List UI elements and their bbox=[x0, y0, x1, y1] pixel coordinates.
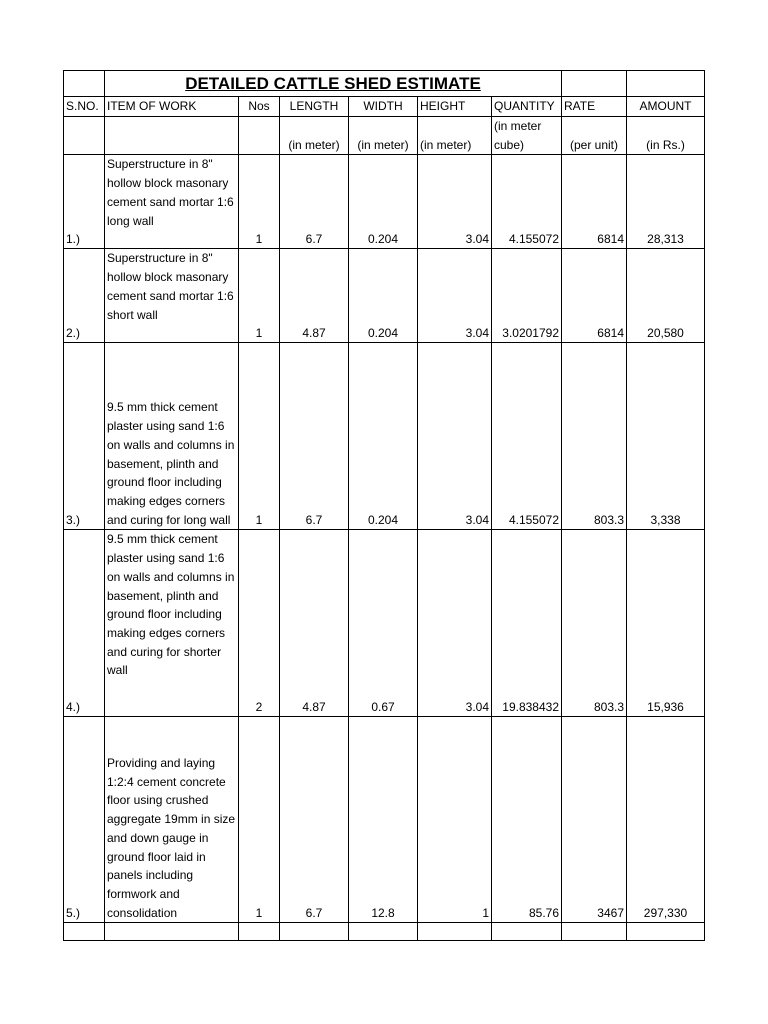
header-length: LENGTH bbox=[280, 97, 349, 117]
row-height: 3.04 bbox=[418, 249, 492, 343]
title-row bbox=[64, 71, 705, 97]
row-width: 0.204 bbox=[349, 155, 418, 249]
row-length: 4.87 bbox=[280, 530, 349, 717]
unit-quantity-line1: (in meter bbox=[494, 119, 542, 133]
row-quantity: 4.155072 bbox=[492, 343, 562, 530]
row-item: 9.5 mm thick cement plaster using sand 1:6 on walls and columns in basement, plinth and ground floor including making edges corners and curing for long wall bbox=[105, 343, 239, 530]
row-nos: 1 bbox=[239, 717, 280, 923]
row-amount: 297,330 bbox=[627, 717, 705, 923]
header-item: ITEM OF WORK bbox=[105, 97, 239, 117]
estimate-sheet bbox=[63, 70, 705, 941]
unit-quantity-line2: cube) bbox=[494, 137, 525, 152]
row-quantity: 19.838432 bbox=[492, 530, 562, 717]
row-length: 4.87 bbox=[280, 249, 349, 343]
units-row bbox=[64, 117, 705, 155]
header-nos: Nos bbox=[239, 97, 280, 117]
row-rate: 803.3 bbox=[562, 343, 627, 530]
row-nos: 1 bbox=[239, 249, 280, 343]
empty-row bbox=[64, 923, 705, 941]
table-row bbox=[64, 249, 705, 343]
unit-quantity bbox=[492, 117, 562, 155]
row-quantity: 85.76 bbox=[492, 717, 562, 923]
unit-length: (in meter) bbox=[280, 117, 349, 155]
header-row bbox=[64, 97, 705, 117]
row-height: 3.04 bbox=[418, 530, 492, 717]
row-amount: 28,313 bbox=[627, 155, 705, 249]
row-sno: 3.) bbox=[64, 343, 105, 530]
row-sno: 4.) bbox=[64, 530, 105, 717]
header-quantity: QUANTITY bbox=[492, 97, 562, 117]
row-quantity: 3.0201792 bbox=[492, 249, 562, 343]
row-nos: 1 bbox=[239, 155, 280, 249]
table-row bbox=[64, 717, 705, 923]
header-sno: S.NO. bbox=[64, 97, 105, 117]
unit-amount: (in Rs.) bbox=[627, 117, 705, 155]
row-width: 12.8 bbox=[349, 717, 418, 923]
row-item: Superstructure in 8" hollow block masonary cement sand mortar 1:6 long wall bbox=[105, 155, 239, 249]
row-height: 3.04 bbox=[418, 343, 492, 530]
row-quantity: 4.155072 bbox=[492, 155, 562, 249]
row-amount: 15,936 bbox=[627, 530, 705, 717]
row-sno: 1.) bbox=[64, 155, 105, 249]
sheet-title: DETAILED CATTLE SHED ESTIMATE bbox=[105, 71, 562, 97]
row-amount: 3,338 bbox=[627, 343, 705, 530]
row-item: 9.5 mm thick cement plaster using sand 1:6 on walls and columns in basement, plinth and ground floor including making edges corners and curing for shorter wall bbox=[105, 530, 239, 717]
header-rate: RATE bbox=[562, 97, 627, 117]
row-rate: 6814 bbox=[562, 155, 627, 249]
row-rate: 3467 bbox=[562, 717, 627, 923]
unit-width: (in meter) bbox=[349, 117, 418, 155]
table-row bbox=[64, 530, 705, 717]
row-item: Superstructure in 8" hollow block masonary cement sand mortar 1:6 short wall bbox=[105, 249, 239, 343]
row-width: 0.204 bbox=[349, 249, 418, 343]
row-nos: 1 bbox=[239, 343, 280, 530]
row-sno: 2.) bbox=[64, 249, 105, 343]
row-nos: 2 bbox=[239, 530, 280, 717]
row-rate: 803.3 bbox=[562, 530, 627, 717]
table-row bbox=[64, 155, 705, 249]
row-rate: 6814 bbox=[562, 249, 627, 343]
row-height: 3.04 bbox=[418, 155, 492, 249]
row-width: 0.67 bbox=[349, 530, 418, 717]
header-amount: AMOUNT bbox=[627, 97, 705, 117]
row-length: 6.7 bbox=[280, 717, 349, 923]
row-height: 1 bbox=[418, 717, 492, 923]
unit-height: (in meter) bbox=[418, 117, 492, 155]
table-row bbox=[64, 343, 705, 530]
row-length: 6.7 bbox=[280, 343, 349, 530]
row-sno: 5.) bbox=[64, 717, 105, 923]
header-width: WIDTH bbox=[349, 97, 418, 117]
estimate-table bbox=[63, 70, 705, 941]
row-length: 6.7 bbox=[280, 155, 349, 249]
unit-rate: (per unit) bbox=[562, 117, 627, 155]
row-item: Providing and laying 1:2:4 cement concrete floor using crushed aggregate 19mm in size and down gauge in ground floor laid in panels including formwork and consolidation bbox=[105, 717, 239, 923]
header-height: HEIGHT bbox=[418, 97, 492, 117]
row-amount: 20,580 bbox=[627, 249, 705, 343]
row-width: 0.204 bbox=[349, 343, 418, 530]
